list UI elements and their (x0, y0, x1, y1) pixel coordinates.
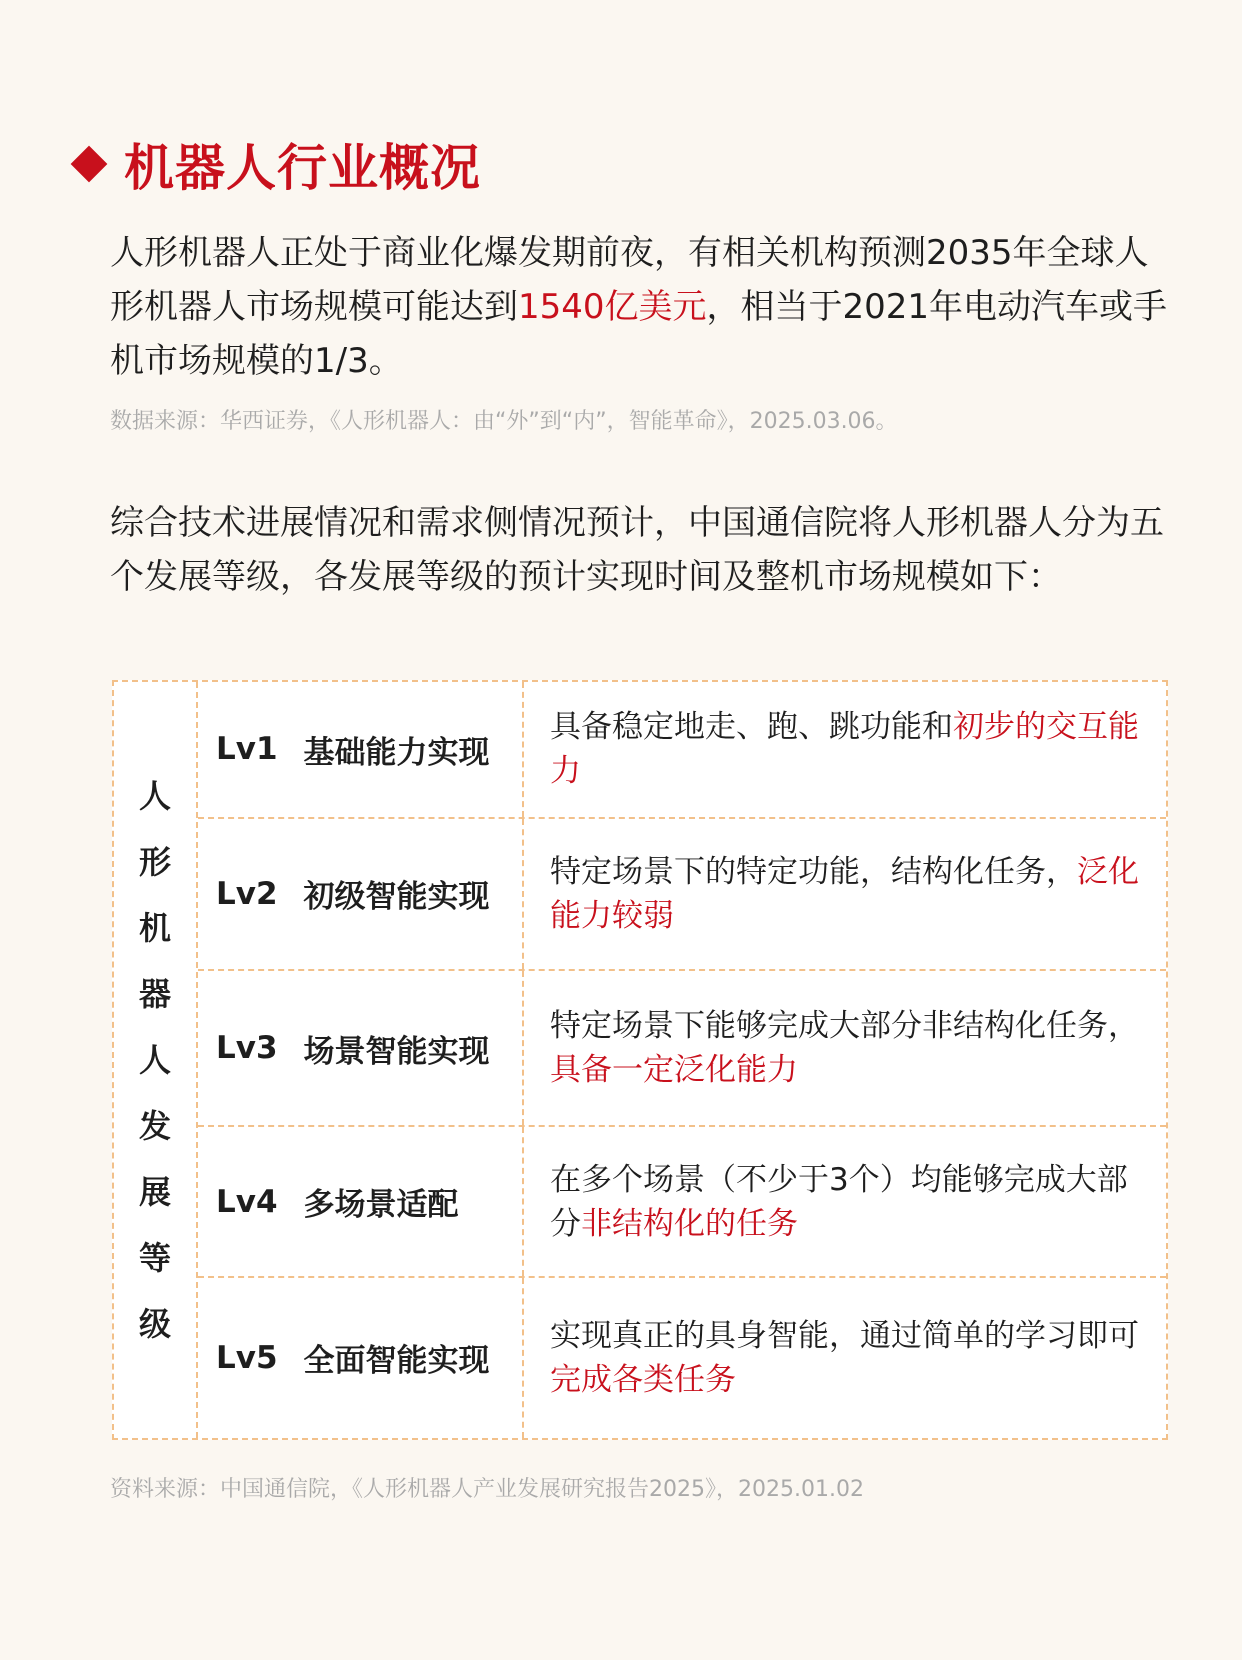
level-cell (198, 682, 524, 817)
intro-text-a: 人形机器人正处于商业化爆发期前夜，有相关机构预测2035年全球人形机器人市场规模可能达到 (110, 233, 1149, 327)
desc-plain: 实现真正的具身智能，通过简单的学习即可 (550, 1317, 1139, 1354)
description-cell (524, 819, 1166, 969)
table-row (198, 1278, 1166, 1438)
level-cell (198, 1127, 524, 1275)
level-name: 全面智能实现 (303, 1343, 490, 1380)
table-row (198, 1127, 1166, 1277)
desc-highlight: 非结构化的任务 (581, 1205, 798, 1242)
level-name: 初级智能实现 (303, 879, 490, 916)
side-label-char: 器 (138, 975, 171, 1013)
level-cell (198, 1278, 524, 1438)
level-code: Lv2 (216, 875, 278, 912)
description-cell (524, 682, 1166, 817)
side-label-char: 级 (138, 1305, 171, 1343)
table-row (198, 682, 1166, 819)
side-label-char: 形 (138, 843, 171, 881)
level-code: Lv1 (216, 731, 278, 768)
level-code: Lv5 (216, 1339, 278, 1376)
level-code: Lv4 (216, 1183, 278, 1220)
desc-highlight: 具备一定泛化能力 (550, 1052, 798, 1089)
table-rows (198, 682, 1166, 1438)
level-name: 多场景适配 (303, 1187, 459, 1223)
report-source-note: 资料来源：中国通信院，《人形机器人产业发展研究报告2025》，2025.01.02 (110, 1477, 864, 1502)
description-cell (524, 1127, 1166, 1275)
levels-intro-paragraph: 综合技术进展情况和需求侧情况预计，中国通信院将人形机器人分为五个发展等级，各发展等级的预计实现时间及整机市场规模如下： (110, 503, 1164, 597)
intro-paragraph (110, 226, 1180, 388)
page-title: 机器人行业概况 (124, 139, 481, 197)
desc-highlight: 泛化能力较弱 (550, 853, 1139, 934)
desc-plain: 特定场景下的特定功能，结构化任务， (550, 853, 1077, 890)
side-label-char: 人 (138, 1041, 171, 1079)
development-levels-table (112, 680, 1168, 1440)
level-cell (198, 819, 524, 969)
side-label-char: 发 (138, 1107, 171, 1145)
market-size-highlight: 1540亿美元 (518, 287, 707, 327)
desc-plain: 在多个场景（不少于3个）均能够完成大部分 (550, 1161, 1128, 1242)
level-name: 基础能力实现 (303, 734, 490, 771)
description-cell (524, 1278, 1166, 1438)
description-cell (524, 971, 1166, 1125)
desc-plain: 特定场景下能够完成大部分非结构化任务， (550, 1008, 1139, 1045)
side-label-char: 人 (138, 777, 171, 815)
section-heading (70, 128, 481, 200)
desc-highlight: 完成各类任务 (550, 1361, 736, 1398)
diamond-icon (71, 146, 108, 183)
intro-text-b: ，相当于2021年电动汽车或手机市场规模的1/3。 (110, 287, 1168, 381)
table-row (198, 971, 1166, 1127)
table-row (198, 819, 1166, 971)
level-cell (198, 971, 524, 1125)
data-source-note: 数据来源：华西证券，《人形机器人：由“外”到“内”，智能革命》，2025.03.06。 (110, 409, 898, 434)
side-label-char: 展 (138, 1173, 171, 1211)
side-label-char: 机 (138, 909, 171, 947)
side-label-char: 等 (138, 1239, 171, 1277)
desc-highlight: 初步的交互能力 (550, 709, 1139, 790)
level-code: Lv3 (216, 1030, 278, 1067)
table-side-label (114, 682, 198, 1438)
level-name: 场景智能实现 (303, 1033, 490, 1070)
desc-plain: 具备稳定地走、跑、跳功能和 (550, 709, 953, 746)
